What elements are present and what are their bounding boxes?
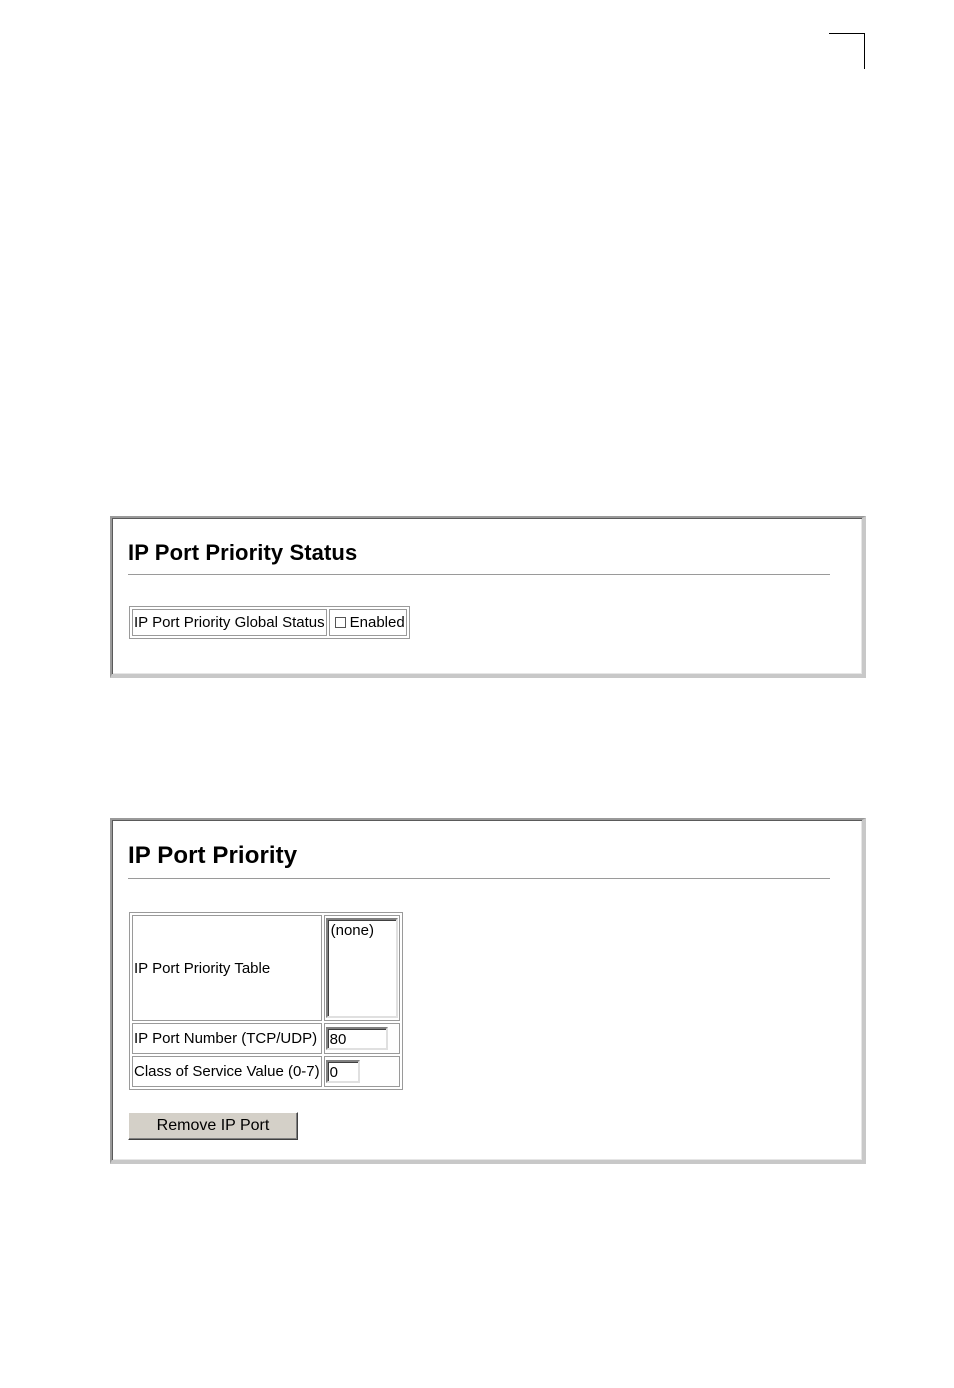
port-number-label: IP Port Number (TCP/UDP) [132,1023,322,1054]
port-number-row [132,1023,400,1054]
port-number-input[interactable]: 80 [326,1027,388,1050]
global-status-label: IP Port Priority Global Status [132,609,327,636]
cos-cell [324,1056,400,1087]
remove-ip-port-button[interactable]: Remove IP Port [128,1112,298,1140]
priority-table-label: IP Port Priority Table [132,915,322,1021]
page-corner-mark [829,33,865,69]
listbox-item[interactable]: (none) [330,922,374,939]
enabled-label[interactable]: Enabled [349,614,405,631]
global-status-row [132,609,407,636]
priority-form-table [129,912,403,1090]
cos-row [132,1056,400,1087]
priority-title-divider [128,878,830,880]
status-panel-title: IP Port Priority Status [128,540,358,565]
cos-input[interactable]: 0 [326,1060,360,1083]
enabled-checkbox[interactable] [335,617,346,628]
priority-table-listbox[interactable] [326,918,398,1018]
global-status-cell [329,609,407,636]
cos-label: Class of Service Value (0-7) [132,1056,322,1087]
priority-panel [110,818,866,1164]
priority-table-row [132,915,400,1021]
priority-panel-title: IP Port Priority [128,842,298,869]
status-form-table [129,606,410,639]
port-number-cell [324,1023,400,1054]
priority-table-cell [324,915,400,1021]
status-panel [110,516,866,678]
status-title-divider [128,574,830,576]
